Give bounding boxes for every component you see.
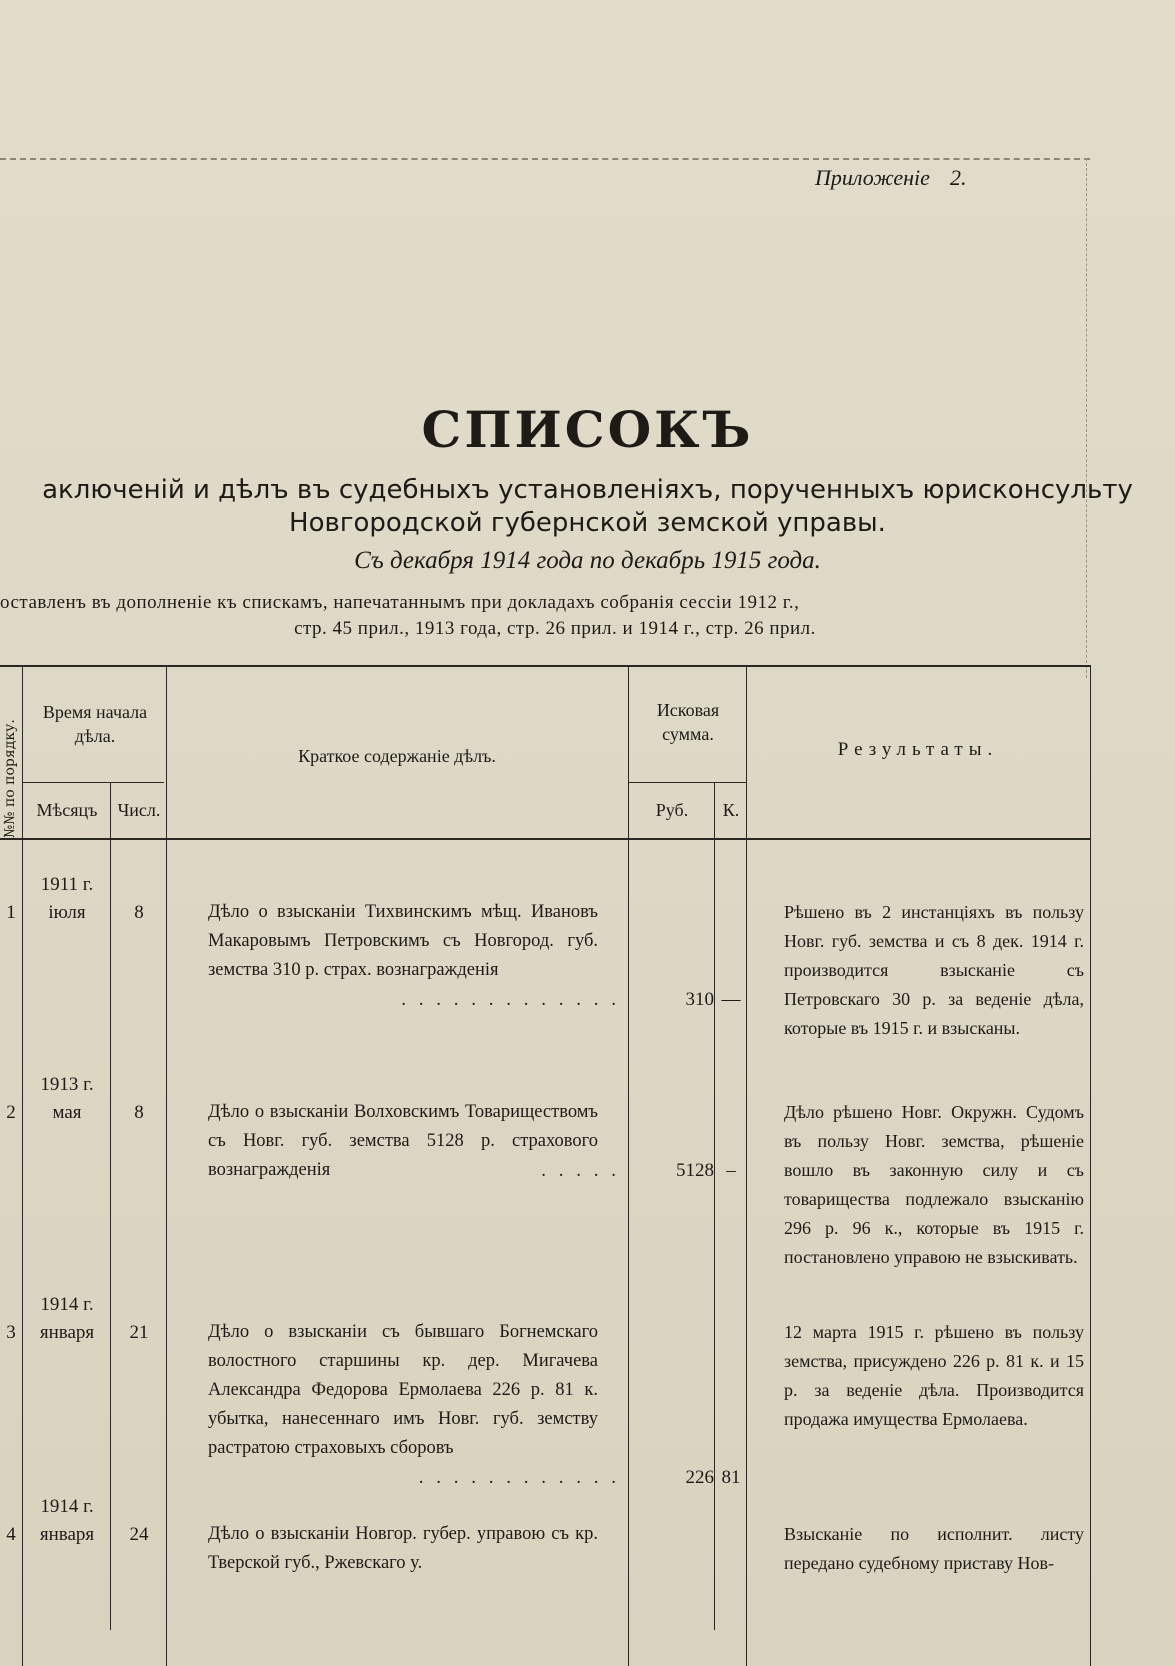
table-row-4-content: Дѣло о взысканіи Новгор. губер. управою съ кр. Тверской губ., Ржевскаго у. xyxy=(208,1524,598,1573)
table-row-1-dots: . . . . . . . . . . . . . xyxy=(401,989,620,1010)
table-row-1-year: 1911 г. xyxy=(40,874,94,895)
sum-column-header: Исковая сумма. xyxy=(656,700,720,744)
table-row-3-day: 21 xyxy=(129,1322,149,1343)
col-rule-content xyxy=(628,665,629,1666)
note-line-2: стр. 45 прил., 1913 года, стр. 26 прил. и 1914 г., стр. 26 прил. xyxy=(294,618,816,639)
appendix-word: Приложеніе xyxy=(815,165,930,190)
table-row-4-year: 1914 г. xyxy=(40,1496,94,1517)
col-rule-month-day xyxy=(110,782,111,1630)
col-rule-number xyxy=(22,665,23,1666)
table-row-1-day: 8 xyxy=(134,902,144,923)
col-rule-time xyxy=(166,665,167,1666)
col-rule-results-right xyxy=(1090,665,1091,1666)
table-row-1-rub: 310 xyxy=(685,989,714,1010)
table-row-4-result: Взысканіе по исполнит. листу передано судебному приставу Нов- xyxy=(784,1524,1084,1573)
number-column-header xyxy=(0,680,22,840)
content-column-header: Краткое содержаніе дѣлъ. xyxy=(298,746,496,766)
table-top-rule xyxy=(0,665,1090,667)
table-row-2-year: 1913 г. xyxy=(40,1074,94,1095)
table-row-3-result: 12 марта 1915 г. рѣшено въ пользу земства, присуждено 226 р. 81 к. и 15 р. за веденіе дѣла. Производится продажа имущества Ермолаева. xyxy=(784,1322,1084,1429)
table-row-2-day: 8 xyxy=(134,1102,144,1123)
table-row-2-content: Дѣло о взысканіи Волховскимъ Товариществомъ съ Новг. губ. земства 5128 р. страхового вознагражденія xyxy=(208,1102,598,1180)
col-rule-sum xyxy=(746,665,747,1666)
note-line-1: оставленъ въ дополненіе къ спискамъ, напечатаннымъ при докладахъ собранія сессіи 1912 г., xyxy=(0,592,800,613)
appendix-number: 2. xyxy=(949,165,967,190)
table-row-1-month: іюля xyxy=(48,902,86,923)
table-row-3-month: января xyxy=(39,1322,95,1343)
table-row-2-month: мая xyxy=(52,1102,82,1123)
table-row-2-result: Дѣло рѣшено Новг. Окружн. Судомъ въ пользу Новг. земства, рѣшеніе вошло въ законную силу и съ товарищества подлежало взысканію 296 р. 96 к., которые въ 1915 г. постановлено управою не взыскивать. xyxy=(784,1102,1084,1267)
table-row-3-dots: . . . . . . . . . . . . xyxy=(418,1467,620,1488)
col-rule-rub-kop xyxy=(714,782,715,1630)
table-row-2-kop: – xyxy=(726,1160,736,1181)
appendix-label xyxy=(815,165,966,191)
day-column-header: Числ. xyxy=(117,800,161,820)
sum-subheader-rule xyxy=(628,782,746,783)
table-row-3-kop: 81 xyxy=(721,1467,741,1488)
subtitle-line-2: Новгородской губернской земской управы. xyxy=(289,508,886,538)
rub-column-header: Руб. xyxy=(655,800,689,820)
table-row-2-rub: 5128 xyxy=(676,1160,714,1181)
period-line: Съ декабря 1914 года по декабрь 1915 года. xyxy=(354,547,821,574)
table-row-1-kop: — xyxy=(721,989,741,1010)
table-row-3-rub: 226 xyxy=(685,1467,714,1488)
subtitle-line-1: аключеній и дѣлъ въ судебныхъ установленіяхъ, порученныхъ юрисконсульту xyxy=(42,475,1133,505)
table-row-4-month: января xyxy=(39,1524,95,1545)
table-row-2-number: 2 xyxy=(6,1102,16,1123)
table-row-1-result: Рѣшено въ 2 инстанціяхъ въ пользу Новг. губ. земства и съ 8 дек. 1914 г. производится взысканіе съ Петровскаго 30 р. за веденіе дѣла, которые въ 1915 г. и взысканы. xyxy=(784,902,1084,1038)
table-row-4-number: 4 xyxy=(6,1524,16,1545)
number-column-label: №№ по порядку. xyxy=(2,719,18,838)
table-row-3-year: 1914 г. xyxy=(40,1294,94,1315)
document-title: СПИСОКЪ xyxy=(421,400,754,459)
table-row-3-number: 3 xyxy=(6,1322,16,1343)
table-row-1-content: Дѣло о взысканіи Тихвинскимъ мѣщ. Ивановъ Макаровымъ Петровскимъ съ Новгород. губ. земства 310 р. страх. вознагражденія xyxy=(208,902,598,980)
table-row-1-number: 1 xyxy=(6,902,16,923)
table-row-2-dots: . . . . . xyxy=(541,1160,620,1181)
table-row-3-content: Дѣло о взысканіи съ бывшаго Богнемскаго волостного старшины кр. дер. Мигачева Александра Федорова Ермолаева 226 р. 81 к. убытка, нанесеннаго имъ Новг. губ. земству растратою страховыхъ сборовъ xyxy=(208,1322,598,1458)
results-column-header: Результаты. xyxy=(837,739,999,760)
header-bottom-rule xyxy=(0,838,1090,840)
time-column-header: Время начала дѣла. xyxy=(42,702,148,746)
time-subheader-rule xyxy=(22,782,164,783)
top-dashed-rule xyxy=(0,158,1090,160)
table-row-4-day: 24 xyxy=(129,1524,149,1545)
kop-column-header: К. xyxy=(722,800,740,820)
month-column-header: Мѣсяцъ xyxy=(36,800,98,820)
